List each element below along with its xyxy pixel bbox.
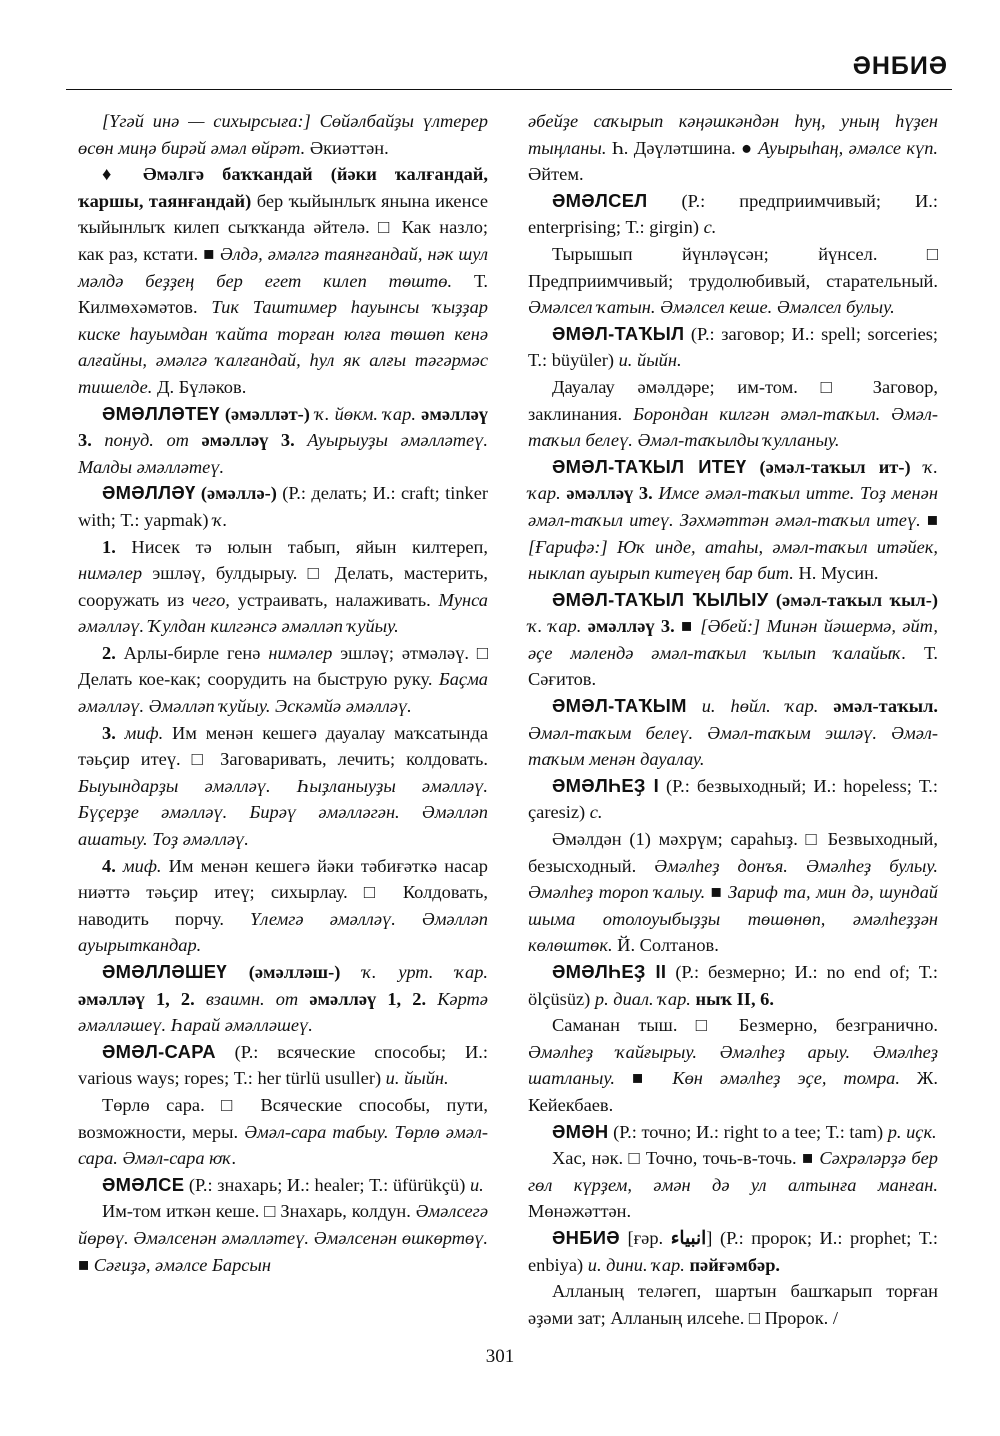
entry-definition	[528, 1278, 938, 1331]
cross-ref: әмәлләү 3.	[201, 430, 295, 451]
grammar: ҡ. ҡар.	[528, 616, 588, 637]
dictionary-entry	[78, 1039, 488, 1092]
quote-marker: ■	[705, 882, 729, 903]
grammar: ҡ. йөкм. ҡар.	[309, 403, 422, 424]
page-number: 301	[485, 1346, 515, 1367]
dictionary-entry	[528, 693, 938, 773]
grammar: и.	[469, 1174, 484, 1195]
italic-word: нимәлер	[78, 563, 143, 584]
examples: Әмәлсегә йөрөү. Әмәлсенән әмәлләтеү. Әмәлсенән өшкөртөү.	[78, 1201, 488, 1248]
dictionary-entry	[78, 401, 488, 481]
cross-ref: әмәлләү 3.	[566, 483, 653, 504]
headword: ӘМӘН	[552, 1120, 609, 1142]
grammar: ҡ. урт. ҡар.	[340, 962, 488, 982]
right-column	[528, 108, 938, 1331]
dictionary-entry	[78, 1172, 488, 1199]
source: Әйтем.	[528, 164, 584, 185]
definition: Төрлө сара. □ Всяческие способы, пути, возможности, меры.	[78, 1094, 488, 1142]
examples: Баҫма әмәлләү. Әмәлләп ҡуйыу. Эскәмйә әмәлләү.	[78, 669, 488, 717]
quote: [Үгәй инә — сихырсыға:] Сөйәлбайҙы үлтерер өсөн миңә бирәй әмәл өйрәт.	[78, 111, 488, 158]
definition: бер ҡыйынлыҡ янына икенсе ҡыйынлыҡ килеп сыҡҡанда әйтелә. □ Как назло; как раз, кстати. ■	[78, 190, 488, 264]
sense	[78, 640, 488, 720]
headword: ӘМӘЛ-ТАҠЫЛ ИТЕҮ	[552, 455, 747, 477]
quote: Әлдә, әмәлгә таянғандай, нәк шул мәлдә беҙҙең бер егет килеп төштө.	[78, 243, 488, 291]
quote: [Ғарифә:] Юҡ инде, атаһы, әмәл-таҡыл итәйек, ныклап ауырып китеүең бар бит.	[528, 536, 938, 584]
headword: ӘМӘЛЛӘТЕҮ	[102, 402, 220, 424]
continued-entry	[78, 108, 488, 161]
headword: ӘМӘЛҺЕҘ II	[552, 961, 667, 982]
definition: Саманан тыш. □ Безмерно, безгранично.	[552, 1015, 938, 1036]
entry-definition	[528, 374, 938, 454]
definition: Нисек тә юлын табып, яйын килтереп,	[115, 536, 488, 557]
dictionary-entry	[528, 321, 938, 374]
grammar: и. дини. ҡар.	[587, 1254, 690, 1275]
sense-number: 2.	[102, 642, 116, 663]
entry-definition	[78, 1198, 488, 1278]
translations: (Р.: знахарь; И.: healer; Т.: üfürükçü)	[184, 1174, 470, 1195]
entry-definition	[528, 826, 938, 959]
examples: Әмәлһеҙ донъя. Әмәлһеҙ булыу. Әмәлһеҙ тороп ҡалыу.	[528, 855, 938, 903]
headword: ӘМӘЛСЕ	[102, 1173, 185, 1195]
sense-number: 3.	[102, 722, 116, 743]
source: Ж. Кейекбаев.	[528, 1068, 938, 1115]
grammar: ҡ.	[213, 509, 228, 530]
dictionary-entry	[528, 1119, 938, 1146]
entry-definition	[528, 241, 938, 321]
sense	[78, 720, 488, 853]
translations: (Р.: точно; И.: right to a tee; Т.: tam)	[608, 1121, 888, 1142]
definition: Тырышып йүнләүсән; йүнсел. □ Предприимчивый; трудолюбивый, старательный.	[528, 243, 938, 291]
examples: Әмәл-таҡым белеү. Әмәл-таҡым эшләү. Әмәл-таҡым менән дауалау.	[528, 722, 938, 770]
examples: Үлемгә әмәлләү. Әмәлләп ауырыткандар.	[78, 908, 488, 956]
label: миф.	[115, 722, 164, 743]
quote-marker: ■	[614, 1068, 673, 1089]
definition: Им менән кешегә дауалау маҡсатында тәьҫир итеү. □ Заговаривать, лечить; колдовать.	[78, 722, 489, 770]
dictionary-entry	[528, 587, 938, 693]
quote: Зариф та, мин дә, шундай шыма отолоуыбыҙҙы төшөнөп, әмәлһеҙҙән көлөштөк.	[528, 882, 938, 956]
quote: Сәғиҙә, әмәлсе Барсын	[93, 1254, 272, 1275]
definition: эшләү; әтмәләү. □ Делать кое-как; соорудить на быструю руку.	[78, 642, 488, 690]
grammar: р. диал. ҡар.	[594, 988, 696, 1009]
examples: Быуындарҙы әмәлләү. Һыҙланыуҙы әмәлләү. Бүҫерҙе әмәлләү. Бирәү әмәлләгән. Әмәлләп ашатыу. Тоҙ әмәлләү.	[78, 775, 488, 850]
quote-marker: ■	[920, 509, 938, 530]
headword: ӘМӘЛЛӘШЕҮ	[102, 961, 227, 982]
headword: ӘМӘЛЛӘҮ	[102, 482, 196, 504]
cross-ref: ныҡ II, 6.	[695, 988, 774, 1009]
dictionary-entry	[528, 773, 938, 826]
dictionary-entry	[528, 1225, 938, 1278]
quote: Көн әмәлһеҙ эҫе, томра.	[672, 1068, 900, 1089]
source: Й. Солтанов.	[612, 935, 719, 956]
entry-definition	[528, 1012, 938, 1118]
cross-ref: пәйғәмбәр.	[689, 1254, 781, 1275]
etymology: [ғәр.	[619, 1227, 671, 1248]
stem: (әмәл-таҡыл ҡыл-)	[768, 589, 938, 610]
definition: Хас, нәк. □ Точно, точь-в-точь. ■	[552, 1148, 820, 1169]
continued-entry	[528, 108, 938, 188]
source: Т. Сәғитов.	[528, 642, 939, 690]
examples: Әмәлсел ҡатын. Әмәлсел кеше. Әмәлсел булыу.	[528, 297, 895, 318]
dictionary-entry	[78, 480, 488, 533]
proverb: Ауырыһаң, әмәлсе күп.	[758, 137, 938, 158]
cross-ref: әмәлләү 1, 2.	[78, 988, 195, 1009]
quote-marker: ■	[78, 1254, 94, 1275]
headword: ӘНБИӘ	[552, 1226, 620, 1248]
grammar: р. иҫк.	[887, 1121, 937, 1142]
grammar: и. һөйл. ҡар.	[686, 696, 834, 717]
examples: Әмәлһеҙ ҡайғырыу. Әмәлһеҙ арыу. Әмәлһеҙ шатланыу.	[528, 1041, 938, 1089]
sense-number: 1.	[102, 536, 116, 557]
translations: (Р.: делать; И.: craft; tinker with; Т.: yapmak)	[78, 483, 488, 530]
definition: Дауалау әмәлдәре; им-том. □ Заговор, заклинания.	[528, 376, 938, 424]
translations: ] (Р.: пророк; И.: prophet; Т.: enbiya)	[528, 1227, 938, 1275]
headword: ӘМӘЛ-ТАҠЫМ	[552, 695, 687, 717]
cross-ref: әмәлләү 3.	[587, 616, 675, 637]
header-rule	[66, 89, 952, 90]
examples: Ауырыуҙы әмәлләтеү. Малды әмәлләтеү.	[78, 430, 488, 477]
quote: Тик Таштимер һауынсы ҡыҙҙар киске һауымдан ҡайта торған юлға төшөп кенә алғайны, әмәлгә ҡалғандай, һул як алғы тәгәрмәс тишелде.	[78, 297, 488, 397]
translations: (Р.: безмерно; И.: no end of; Т.: ölçüsüz)	[528, 962, 938, 1009]
headword: ӘМӘЛ-САРА	[102, 1040, 216, 1062]
definition: Алланың теләгеп, шартын башҡарып торған әҙәми зат; Алланың илсеһе. □ Пророк. /	[528, 1281, 938, 1328]
definition: эшләү, булдырыу. □ Делать, мастерить, сооружать из	[78, 563, 488, 610]
quote: Сәхрәләрҙә бер гөл күрҙем, әмән дә ул алтынға манған.	[528, 1148, 938, 1195]
stem: (әмәл-таҡыл ит-)	[746, 456, 911, 477]
dictionary-entry	[78, 959, 488, 1039]
translations: (Р.: всяческие способы; И.: various ways; ropes; Т.: her türlü usuller)	[78, 1041, 488, 1089]
quote: әбейҙе саҡырып кәңәшкәндән һуң, уның һүҙен тыңланы.	[528, 111, 938, 158]
dictionary-entry	[528, 454, 938, 587]
headword: ӘМӘЛСЕЛ	[552, 189, 648, 211]
headword: ӘМӘЛ-ТАҠЫЛ	[552, 322, 685, 344]
grammar: ҡ. ҡар.	[528, 456, 938, 504]
label: миф.	[115, 855, 162, 876]
grammar: и. йыйн.	[385, 1068, 449, 1089]
cross-ref: әмәлләү 3.	[78, 403, 489, 451]
translations: (Р.: заговор; И.: spell; sorceries; Т.: büyüler)	[528, 323, 938, 371]
examples: Әмәл-сара табыу. Төрлө әмәл-сара. Әмәл-сара юҡ.	[78, 1121, 489, 1169]
cross-ref: әмәлләү 1, 2.	[309, 988, 427, 1009]
examples: Кәртә әмәлләшеү. Һарай әмәлләшеү.	[78, 988, 488, 1036]
examples: Борондан килгән әмәл-таҡыл. Әмәл-таҡыл белеү. Әмәл-таҡылды ҡулланыу.	[528, 403, 938, 451]
source: Н. Мусин.	[793, 563, 879, 584]
sense	[78, 534, 488, 640]
entry-definition	[78, 1092, 488, 1172]
source: Т. Килмөхәмәтов.	[78, 270, 488, 318]
idiom-entry	[78, 161, 488, 400]
grammar: с.	[703, 217, 717, 238]
translations: (Р.: безвыходный; И.: hopeless; Т.: çaresiz)	[528, 775, 938, 823]
grammar: понуд. от	[91, 430, 202, 451]
italic-word: нимәлер	[268, 642, 333, 663]
quote-marker: ■	[674, 616, 701, 637]
idiom: ♦ Әмәлгә баҡҡандай (йәки ҡалғандай, ҡаршы, таянғандай)	[78, 164, 488, 211]
arabic-word: انبياء	[670, 1227, 707, 1248]
translations: (Р.: предприимчивый; И.: enterprising; Т.: girgin)	[528, 190, 938, 238]
quote: [Әбей:] Минән йәшермә, әйт, әҫе мәлендә әмәл-таҡыл ҡылып ҡалайыҡ.	[528, 616, 938, 663]
source: Мөнәжәттән.	[528, 1201, 632, 1222]
dictionary-entry	[528, 959, 938, 1012]
entry-definition	[528, 1145, 938, 1225]
italic-word: чего,	[192, 589, 230, 610]
examples: Имсе әмәл-таҡыл итте. Тоҙ менән әмәл-таҡыл итеү. Зәхмәттән әмәл-таҡыл итеү.	[528, 483, 938, 530]
source: Д. Бүләков.	[152, 376, 247, 397]
running-head: ӘНБИӘ	[852, 52, 948, 80]
definition: Әмәлдән (1) мәхрүм; сараһыҙ. □ Безвыходный, безысходный.	[528, 829, 938, 876]
definition: Им менән кешегә йәки тәбиғәткә насар ниәттә тәьҫир итеү; сихырлау. □ Колдовать, наводить порчу.	[78, 855, 489, 929]
source: Әкиәттән.	[305, 137, 389, 158]
examples: Мунса әмәлләү. Ҡулдан килгәнсә әмәлләп ҡуйыу.	[78, 589, 488, 637]
dictionary-entry	[528, 188, 938, 241]
sense	[78, 853, 488, 959]
stem: (әмәлләш-)	[226, 962, 341, 982]
left-column	[78, 108, 488, 1278]
stem: (әмәллә-)	[195, 483, 277, 504]
stem: (әмәлләт-)	[219, 403, 310, 424]
headword: ӘМӘЛ-ТАҠЫЛ ҠЫЛЫУ	[552, 588, 769, 610]
sense-number: 4.	[102, 855, 116, 876]
grammar: с.	[589, 802, 603, 823]
definition: устраивать, налаживать.	[229, 589, 439, 610]
headword: ӘМӘЛҺЕҘ I	[552, 774, 660, 796]
definition: Им-том иткән кеше. □ Знахарь, колдун.	[102, 1201, 416, 1222]
source: Һ. Дәүләтшина. ●	[606, 137, 759, 158]
definition: Арлы-бирле генә	[115, 642, 269, 663]
grammar: и. йыйн.	[618, 350, 682, 371]
cross-ref: әмәл-таҡыл.	[833, 696, 938, 717]
grammar: взаимн. от	[194, 988, 310, 1009]
